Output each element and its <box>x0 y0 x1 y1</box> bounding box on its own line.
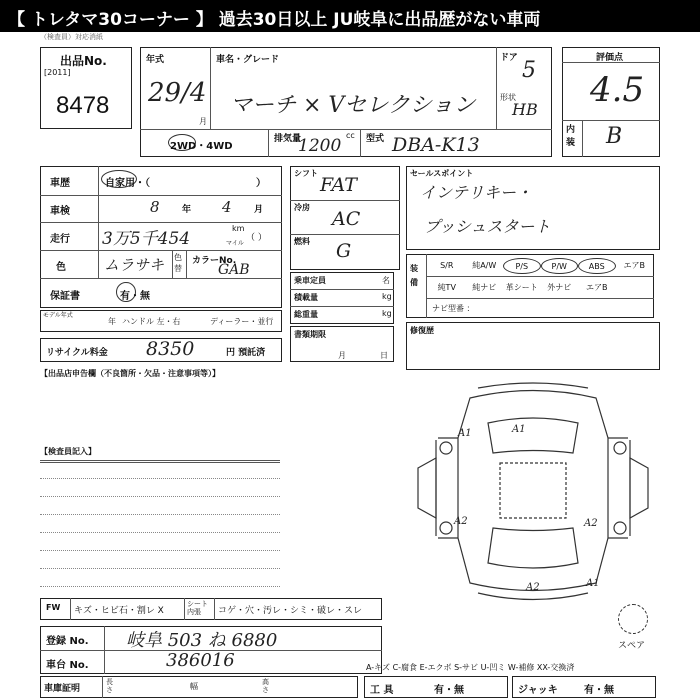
equipment-item-ps-1: P/S <box>503 258 541 274</box>
shift-label: シフト <box>294 169 318 178</box>
spare-label: スペア <box>618 641 646 651</box>
tools-options: 有・無 <box>434 685 464 696</box>
warranty-options: 有・無 <box>120 291 150 302</box>
usage-box <box>40 676 358 698</box>
exhibitor-notes-label: 【出品店申告欄（不良箇所・欠品・注意事項等）】 <box>40 369 220 378</box>
doc-period-day: 日 <box>380 351 388 360</box>
year-value: 29/4 <box>148 78 207 108</box>
model-label: 型式 <box>366 134 385 144</box>
year-label: 年式 <box>146 55 165 65</box>
history-value: 自家用・（ <box>105 178 150 189</box>
ac-label: 冷房 <box>294 203 310 212</box>
recycle-label: リサイクル料金 <box>46 348 108 358</box>
inspection-year-unit: 年 <box>182 205 192 215</box>
equipment-label: 装備 <box>410 264 418 287</box>
inspection-month: 4 <box>222 198 232 216</box>
equipment-item-tv-2: 純TV <box>437 283 456 292</box>
inspection-month-unit: 月 <box>254 205 264 215</box>
score-label: 評価点 <box>596 53 624 63</box>
top-cut-label: （検査員）対応消紙 <box>40 33 103 41</box>
capacity-unit: 名 <box>382 276 390 285</box>
repair-box <box>406 322 660 370</box>
equipment-item-aw-1: 純A/W <box>472 261 497 270</box>
drive-options: 2WD・4WD <box>170 141 233 152</box>
gross-unit: kg <box>382 309 392 318</box>
shape-value: HB <box>512 100 538 119</box>
equipment-item--2: 純ナビ <box>472 283 497 292</box>
recycle-value: 8350 <box>146 338 195 360</box>
repair-label: 修復歴 <box>410 326 434 335</box>
damage-mark-1: A1 <box>458 428 472 439</box>
equipment-item--2: 革シート <box>505 283 538 292</box>
damage-mark-5: A2 <box>526 582 540 593</box>
equipment-item-b-1: エアB <box>623 261 645 270</box>
recycle-unit: 円 預託済 <box>226 348 266 358</box>
interior-row-seat: シート 内張 <box>187 600 208 616</box>
registration-label: 登録 No. <box>46 636 89 647</box>
damage-legend: A-キズ C-腐食 E-エクボ S-サビ U-凹ミ W-補修 XX-交換済 <box>366 663 575 672</box>
inspector-notes-label: 【検査員記入】 <box>40 447 96 456</box>
equipment-item--2: 外ナビ <box>547 283 572 292</box>
usage-label: 車庫証明 <box>44 684 81 694</box>
usage-height: 高さ <box>262 678 269 694</box>
load-unit: kg <box>382 292 392 301</box>
fuel-value: G <box>336 240 352 262</box>
displacement-value: 1200 <box>298 136 342 156</box>
shift-value: FAT <box>320 174 357 196</box>
doors-label: ドア <box>500 53 518 63</box>
name-value: マーチ × Vセレクション <box>230 93 476 118</box>
equipment-item-sr-1: S/R <box>440 261 454 270</box>
color-code: GAB <box>218 262 250 278</box>
model-year-label: モデル年式 <box>43 312 73 319</box>
warranty-label: 保証書 <box>50 291 80 302</box>
inspection-label: 車検 <box>50 206 70 217</box>
sales-point-line1: インテリキー・ <box>420 183 533 202</box>
inspection-year: 8 <box>150 198 160 216</box>
jack-options: 有・無 <box>584 685 614 696</box>
registration-value: 岐阜 503 ね 6880 <box>126 630 278 651</box>
history-close: ） <box>256 178 266 189</box>
dealer-label: ディーラー・並行 <box>210 317 274 326</box>
capacity-label: 乗車定員 <box>294 276 326 285</box>
mileage-label: 走行 <box>50 234 70 245</box>
displacement-label: 排気量 <box>274 134 302 144</box>
interior-value: B <box>606 124 623 149</box>
mileage-note: （ ） <box>246 233 267 243</box>
spare-tire-icon <box>618 604 648 634</box>
interior-label: 内装 <box>566 125 576 148</box>
interior-row-items2: コゲ・穴・汚レ・シミ・破レ・スレ <box>218 606 363 616</box>
navi-label: ナビ型番 ： <box>432 304 475 313</box>
displacement-unit: cc <box>346 131 355 140</box>
shape-label: 形状 <box>500 93 516 102</box>
ac-value: AC <box>332 208 361 230</box>
equipment-item-abs-1: ABS <box>578 258 616 274</box>
score-value: 4.5 <box>590 70 645 110</box>
color-value: ムラサキ <box>104 256 165 274</box>
jack-label: ジャッキ <box>518 685 558 696</box>
year-month-unit: 月 <box>199 117 207 126</box>
sales-point-label: セールスポイント <box>410 169 474 178</box>
tools-label: 工 具 <box>370 685 394 696</box>
model-value: DBA-K13 <box>392 134 480 156</box>
doc-period-label: 書類期限 <box>294 330 326 339</box>
color-label: 色 <box>56 262 66 273</box>
model-year-unit: 年 <box>108 317 116 326</box>
damage-mark-2: A1 <box>512 424 526 435</box>
equipment-item-b-2: エアB <box>586 283 608 292</box>
mileage-value: 3万5千454 <box>102 229 191 249</box>
color-change-label: 色替 <box>174 253 182 273</box>
doors-value: 5 <box>522 58 536 83</box>
name-label: 車名・グレード <box>216 55 280 65</box>
damage-mark-3: A2 <box>454 516 468 527</box>
gross-label: 総重量 <box>294 310 318 319</box>
damage-mark-4: A2 <box>584 518 598 529</box>
lot-year-tag: [2011] <box>44 68 71 77</box>
lot-label: 出品No. <box>60 54 107 68</box>
doc-period-month: 月 <box>338 351 346 360</box>
sales-point-line2: プッシュスタート <box>424 217 551 236</box>
history-label: 車歴 <box>50 178 70 189</box>
interior-row-items: キズ・ヒビ石・割レ X <box>74 606 164 616</box>
lot-number: 8478 <box>56 92 110 119</box>
equipment-item-pw-1: P/W <box>541 258 579 274</box>
banner-text: 【 トレタマ30コーナー 】 過去30日以上 JU岐阜に出品歴がない車両 <box>8 10 541 30</box>
mileage-mile: マイル <box>226 240 244 247</box>
chassis-label: 車台 No. <box>46 660 89 671</box>
color-code-label: カラーNo. <box>192 256 237 266</box>
mileage-km: km <box>232 224 245 233</box>
damage-mark-6: A1 <box>586 578 600 589</box>
fuel-label: 燃料 <box>294 237 310 246</box>
chassis-value: 386016 <box>166 650 235 671</box>
handle-label: ハンドル 左・右 <box>122 317 181 326</box>
interior-row-label: FW <box>46 603 61 612</box>
car-damage-diagram <box>408 378 658 608</box>
usage-length: 長さ <box>106 678 113 694</box>
load-label: 積載量 <box>294 293 318 302</box>
usage-width: 幅 <box>190 682 198 691</box>
